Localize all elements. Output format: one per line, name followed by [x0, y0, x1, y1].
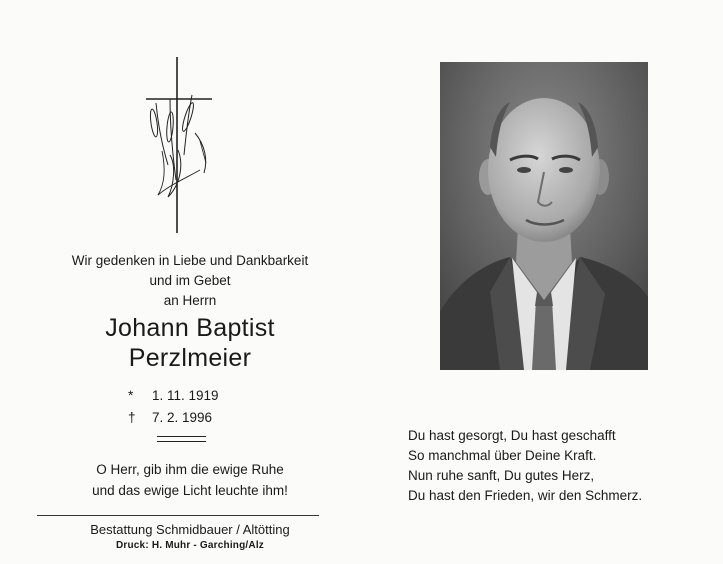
- double-divider: [157, 436, 206, 442]
- intro-line: an Herrn: [163, 293, 217, 308]
- printer-credit: Druck: H. Muhr - Garching/Alz: [115, 540, 265, 551]
- birth-date: 1. 11. 1919: [152, 388, 219, 403]
- poem-line: Du hast gesorgt, Du hast geschafft: [408, 428, 616, 443]
- death-symbol: †: [128, 410, 136, 425]
- death-date-row: [128, 409, 212, 427]
- poem-line: Du hast den Frieden, wir den Schmerz.: [408, 488, 643, 503]
- poem-line: Nun ruhe sanft, Du gutes Herz,: [408, 468, 595, 483]
- undertaker-credit: Bestattung Schmidbauer / Altötting: [90, 522, 290, 537]
- portrait-photo: [440, 62, 648, 370]
- prayer-line: und das ewige Licht leuchte ihm!: [92, 483, 288, 498]
- deceased-first-names: Johann Baptist: [105, 314, 275, 342]
- prayer-line: O Herr, gib ihm die ewige Ruhe: [96, 462, 284, 477]
- deceased-surname: Perzlmeier: [128, 344, 252, 372]
- cross-with-wheat-icon: [140, 55, 220, 235]
- footer-divider: [37, 515, 319, 516]
- intro-line: Wir gedenken in Liebe und Dankbarkeit: [71, 253, 309, 268]
- birth-symbol: *: [128, 388, 134, 403]
- birth-date-row: [128, 387, 219, 405]
- death-date: 7. 2. 1996: [152, 410, 213, 425]
- intro-line: und im Gebet: [149, 273, 231, 288]
- poem-line: So manchmal über Deine Kraft.: [408, 448, 597, 463]
